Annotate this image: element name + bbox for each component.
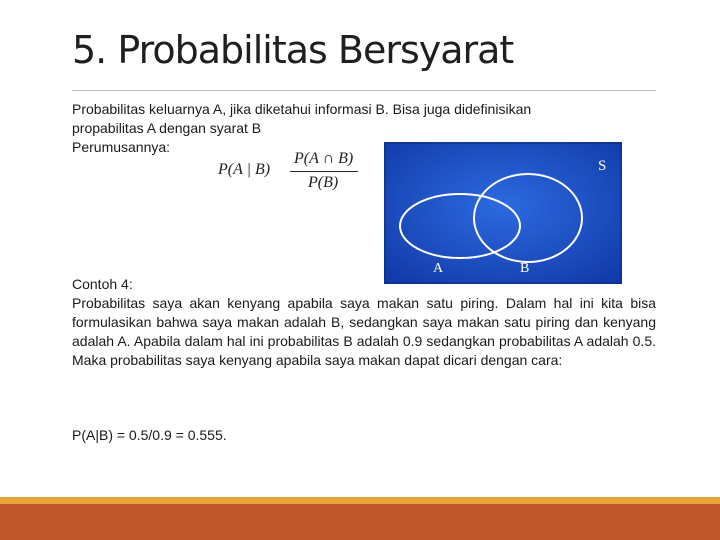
slide-title: 5. Probabilitas Bersyarat bbox=[72, 28, 514, 72]
intro-line-2: propabilitas A dengan syarat B bbox=[72, 120, 262, 136]
formula-denominator: P(B) bbox=[308, 174, 339, 191]
venn-label-b: B bbox=[520, 261, 530, 276]
footer-accent-bar bbox=[0, 497, 720, 504]
example-section bbox=[72, 275, 656, 370]
example-paragraph: Probabilitas saya akan kenyang apabila saya makan satu piring. Dalam hal ini kita bisa formulasikan bahwa saya makan adalah B, sedangkan saya makan satu piring dan kenyang adalah A. Apabila dalam hal ini probabilitas B adalah 0.9 sedangkan probabilitas A adalah 0.5. Maka probabilitas saya kenyang apabila saya makan dapat dicari dengan cara: bbox=[72, 295, 656, 368]
formula-lhs: P(A | B) bbox=[218, 161, 271, 178]
venn-label-a: A bbox=[433, 261, 444, 276]
intro-line-3: Perumusannya: bbox=[72, 139, 171, 155]
formula-fraction-bar bbox=[290, 171, 358, 172]
example-answer: P(A|B) = 0.5/0.9 = 0.555. bbox=[72, 427, 227, 443]
venn-diagram bbox=[384, 142, 622, 284]
intro-line-1: Probabilitas keluarnya A, jika diketahui informasi B. Bisa juga didefinisikan bbox=[72, 101, 532, 117]
footer-bar bbox=[0, 504, 720, 540]
example-heading: Contoh 4: bbox=[72, 276, 133, 292]
title-divider bbox=[72, 90, 656, 91]
venn-label-s: S bbox=[598, 158, 607, 174]
formula-numerator: P(A ∩ B) bbox=[294, 150, 354, 167]
venn-sample-space bbox=[384, 142, 622, 284]
